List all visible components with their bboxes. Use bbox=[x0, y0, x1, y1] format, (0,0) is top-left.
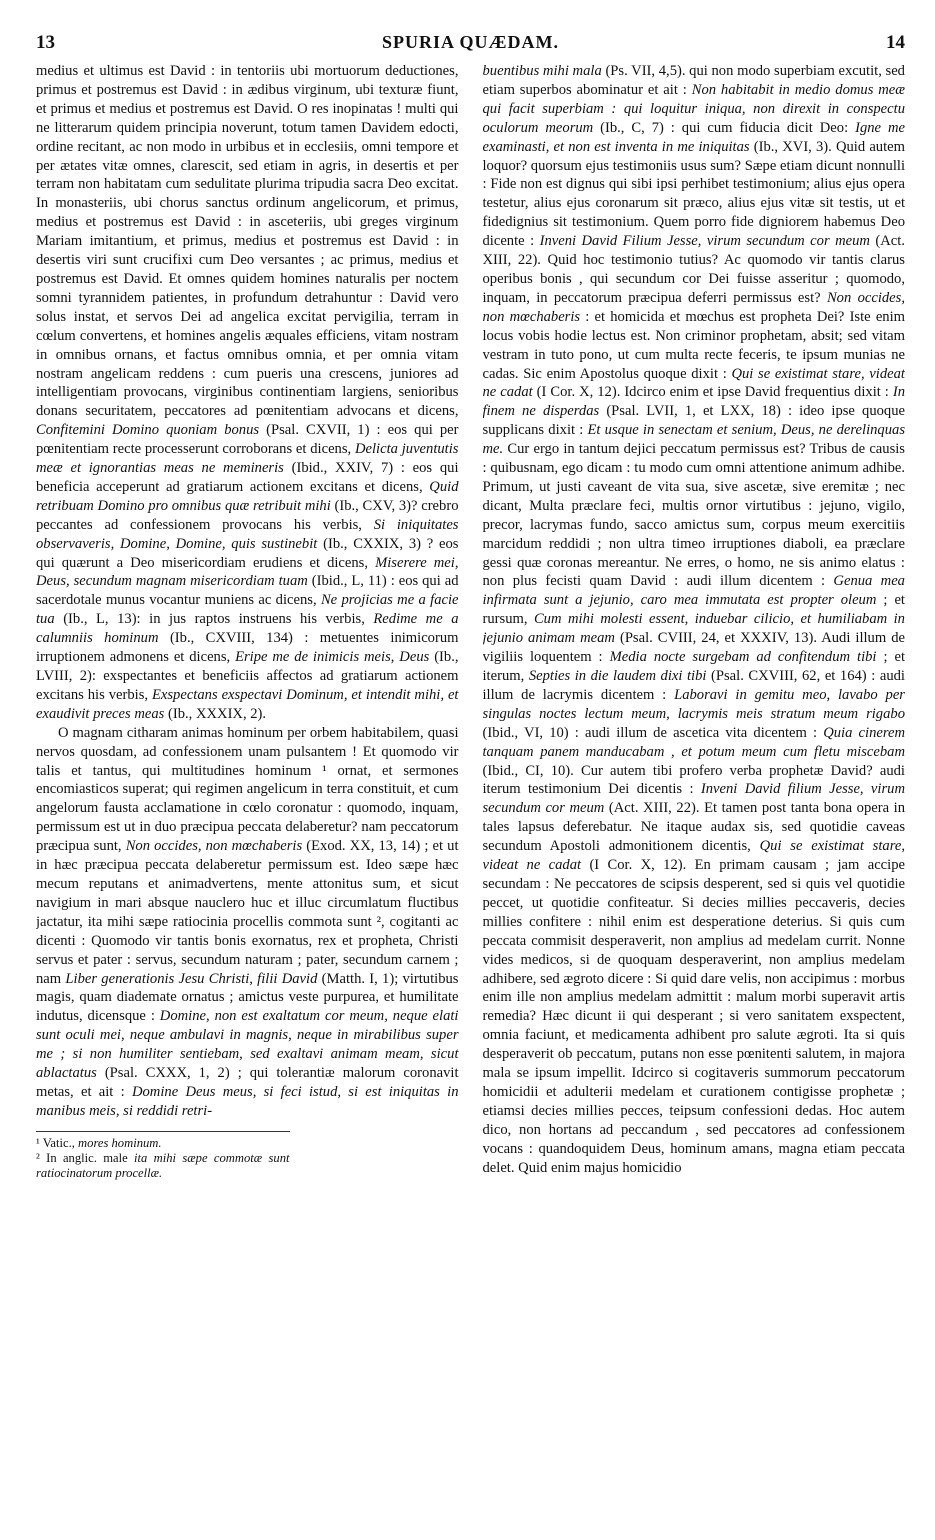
running-title: SPURIA QUÆDAM. bbox=[381, 32, 559, 52]
left-page-number: 13 bbox=[36, 32, 55, 53]
text-columns bbox=[36, 62, 905, 1482]
right-page-number: 14 bbox=[885, 32, 905, 53]
footnote-2: ² In anglic. male ita mihi sæpe commotæ sunt ratiocinatorum procellæ. bbox=[36, 1150, 290, 1180]
footnotes bbox=[36, 1131, 290, 1181]
footnote-1: ¹ Vatic., mores hominum. bbox=[36, 1135, 162, 1150]
right-paragraph-1: buentibus mihi mala (Ps. VII, 4,5). qui non modo superbiam excutit, sed etiam superbos abominatur et ait : Non habitabit in medio domus meæ qui facit superbiam : qui loquitur iniqua, non direxit in conspectu oculorum meorum (Ib., C, 7) : qui cum fiducia dicit Deo: Igne me examinasti, et non est inventa in me iniquitas (Ib., XVI, 3). Quid autem loquor? quorsum ejus testimoniis usus sum? Sæpe etiam dicunt nonnulli : Fide non est dignus qui sibi ipsi perhibet testimonium; alius ejus opera testetur, alius ejus coronarum sit præco, alius ejus vitæ sit testis, ut et fidedignius sit testimonium. Quem porro fide digniorem habemus Deo dicente : Inveni David Filium Jesse, virum secundum cor meum (Act. XIII, 22). Quid hoc testimonio tutius? Ac quomodo vir tantis clarus operibus bonis , qui secundum cor Dei fuisse asseritur ; quomodo, inquam, in peccatorum præcipua deferri permissus est? Non occides, non mœchaberis : et homicida et mœchus est propheta Dei? Iste enim locus vobis hodie lectus est. Non criminor prophetam, absit; sed vitam vestram in tuto pono, ut cum multa recte feceris, te ipsum munias ne cadas. Sic enim Apostolus quoque dixit : Qui se existimat stare, videat ne cadat (I Cor. X, 12). Idcirco enim et ipse David frequentius dixit : In finem ne disperdas (Psal. LVII, 1, et LXX, 18) : ideo ipse quoque supplicans dixit : Et usque in senectam et senium, Deus, ne derelinquas me. Cur ergo in tantum dejici peccatum permissus est? Tribus de causis : quibusnam, ego dicam : tu modo cum omni attentione animum adhibe. Primum, ut justi caveant de vita sua, sive ascetæ, sive eremitæ ; nec dicant, Multa præclare feci, multis ornor virtutibus : jejuno, vigilo, precor, lacrymas fundo, sacco amictus sum, corpus meum exercitiis marcidum reddidi ; non ultra timeo irruptiones diaboli, ea præclare gessi quæ coronas mereantur. Ne erres, o homo, ne sis animo elatus : non plus fecisti quam David : audi illum dicentem : Genua mea infirmata sunt a jejunio, caro mea immutata est propter oleum ; et rursum, Cum mihi molesti essent, induebar cilicio, et humiliabam in jejunio animam meam (Psal. CVIII, 24, et XXXIV, 13). Audi illum de vigiliis loquentem : Media nocte surgebam ad confitendum tibi ; et iterum, Septies in die laudem dixi tibi (Psal. CXVIII, 62, et 164) : audi illum de lacrymis dicentem : Laboravi in gemitu meo, lavabo per singulas noctes lectum meum, lacrymis meis stratum meum rigabo (Ibid., VI, 10) : audi illum de ascetica vita dicentem : Quia cinerem tanquam panem manducabam , et potum meum cum fletu miscebam (Ibid., CI, 10). Cur autem tibi profero verba prophetæ David? audi iterum testimonium Dei dicentis : Inveni David filium Jesse, virum secundum cor meum (Act. XIII, 22). Et tamen post tanta bona opera in tales lapsus deferebatur. Ne itaque audax sis, sed quotidie caveas secundum Apostoli admonitionem dicentis, Qui se existimat stare, videat ne cadat (I Cor. X, 12). En primam causam ; jam accipe secundam : Ne peccatores de scipsis desperent, sed si quis vel quotidie peccet, ut quotidie confiteatur. Si decies millies peccaveris, decies millies confitere : nihil enim est desperatione deterius. Si quis cum peccata commisit desperaverit, non amplius ad medelam currit. Nonne vides medicos, si de quoquam desperaverint, non amplius medelam adhibere, sed ægroto dicere : Si quid dare velis, non accipimus : morbus enim ille non amplius medelam admittit : malum morbi superavit artis remedia? Hæc dicunt ii qui desperant ; si vero sanitatem exspectent, omnia faciunt, et medicamenta adhibent pro salute ægroti. Ita si quis desperaverit ob peccatum, putans non esse pœnitenti salutem, in majora mala se ipsum impellit. Idcirco si cogitaveris summorum peccatorum homicidii et adulterii medelam et curationem contigisse prophetæ ; etiamsi decies millies pecces, teipsum confessioni dedas. Hoc autem dico, non hortans ad peccandum , sed peccatores ad confessionem vocans : quandoquidem Deus, hominum amans, magna etiam peccata delet. Quid enim majus homicidio bbox=[482, 63, 905, 1176]
left-paragraph-2: O magnam citharam animas hominum per orbem habitabilem, quasi nervos quosdam, ad confessionem unam pulsantem ! Et quomodo vir talis et tantus, qui multitudines hominum ¹ ornat, et sermones encomiasticos superat; qui regimen angelicum in terra constituit, et cum angelorum fausta acclamatione in cœlo coronatur : quomodo, inquam, permissum est ut in duo præcipua peccata delaberetur? nam peccatorum præcipua sunt, Non occides, non mœchaberis (Exod. XX, 13, 14) ; et ut in hæc præcipua peccata delaberetur permissum est. Ideo sæpe hæc mecum reputans et animadvertens, mente attonitus sum, et sicut navigium in mari absque nauclero huc et illuc circumlatum fluctibus jactatur, ita mihi sæpe ratiocinia procellis commota sunt ², cogitanti ac dicenti : Quomodo vir tantis bonis exornatus, rex et propheta, Christi servus et pater : servus, secundum naturam ; pater, secundum carnem ; nam Liber generationis Jesu Christi, filii David (Matth. I, 1); virtutibus magis, quam diademate ornatus ; amictus veste purpurea, et humilitate indutus, dicensque : Domine, non est exaltatum cor meum, neque elati sunt oculi mei, neque ambulavi in magnis, neque in mirabilibus super me ; si non humiliter sentiebam, sed exaltavi animam meam, sicut ablactatus (Psal. CXXX, 1, 2) ; qui tolerantiæ malorum coronavit metas, et ait : Domine Deus meus, si feci istud, si est iniquitas in manibus meis, si reddidi retri- bbox=[36, 724, 459, 1119]
left-column bbox=[36, 62, 459, 1482]
running-header bbox=[36, 32, 905, 62]
left-paragraph-1: medius et ultimus est David : in tentoriis ubi mortuorum deductiones, primus et postremus est David : in ædibus virginum, ubi texturæ fiunt, et primus et medius et postremus est David. O res inopinatas ! multi qui ne litterarum quidem principia noverunt, totum tamen Davidem edocti, ordine recitant, ac non modo in urbibus et in ecclesiis, omni tempore et per ætates vitæ omnes, clarescit, sed etiam in agris, in desertis et per terram non habitatam cum sedulitate plurima tripudia sacra Deo excitat. In monasteriis, ubi chorus sanctus ordinum angelicorum, et primus, medius et postremus est David : in asceteriis, ubi greges virginum Mariam imitantium, et primus, medius et postremus est David : in desertis viri sunt crucifixi cum Deo versantes ; ac primus, medius et postremus est David. Et omnes quidem homines naturalis per noctem somni tyrannidem patientes, in profundum detrahuntur : David vero solus instat, et servos Dei ad angelica excitat pervigilia, terram in cœlum convertens, et homines angelis æquales efficiens, vitam nostram in omnibus ornans, et factus omnibus omnia, et per omnia vitam nostram angelicam reddens : cum pueris una crescens, juniores ad intelligentiam provocans, virginibus continentiam largiens, senioribus donans securitatem, peccatores ad pœnitentiam advocans et dicens, Confitemini Domino quoniam bonus (Psal. CXVII, 1) : eos qui per pœnitentiam recte processerunt corroborans et dicens, Delicta juventutis meæ et ignorantias meas ne memineris (Ibid., XXIV, 7) : eos qui beneficia acceperunt ad gratiarum actionem excitans et dicens, Quid retribuam Domino pro omnibus quæ retribuit mihi (Ib., CXV, 3)? crebro peccantes ad confessionem provocans his verbis, Si iniquitates observaveris, Domine, Domine, quis sustinebit (Ib., CXXIX, 3) ? eos qui quærunt a Deo misericordiam erudiens et dicens, Miserere mei, Deus, secundum magnam misericordiam tuam (Ibid., L, 11) : eos qui ad sacerdotale munus vocantur muniens ac dicens, Ne projicias me a facie tua (Ib., L, 13): in jus raptos instruens his verbis, Redime me a calumniis hominum (Ib., CXVIII, 134) : metuentes inimicorum irruptionem admonens et dicens, Eripe me de inimicis meis, Deus (Ib., LVIII, 2): exspectantes et beneficiis affectos ad gratiarum actionem excitans his verbis, Exspectans exspectavi Dominum, et intendit mihi, et exaudivit preces meas (Ib., XXXIX, 2). bbox=[36, 63, 459, 722]
right-column bbox=[483, 62, 906, 1482]
